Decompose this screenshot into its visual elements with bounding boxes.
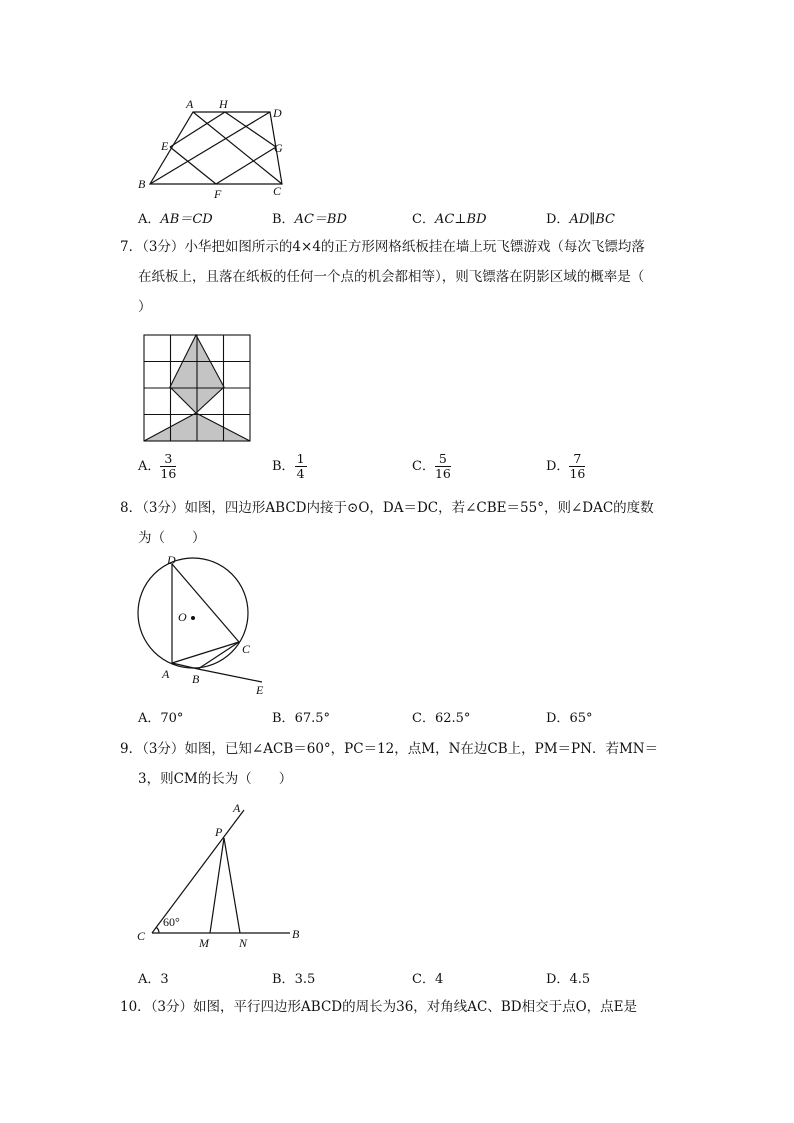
q8-label-a: A [162, 667, 170, 681]
q6-figure [130, 90, 300, 200]
question-score: （3分） [142, 239, 185, 255]
option-text: 4 [434, 972, 444, 987]
q9-option-b[interactable] [272, 968, 315, 987]
q6-label-a: A [186, 97, 194, 111]
question-number: 8． [120, 500, 143, 516]
question-text: 如图，四边形ABCD内接于⊙O，DA＝DC，若∠CBE＝55°，则∠DAC的度数 [184, 500, 654, 516]
fraction-denominator: 16 [434, 466, 451, 481]
q8-option-c[interactable] [412, 707, 470, 726]
option-text: 67.5° [294, 711, 331, 726]
fraction-denominator: 4 [296, 466, 305, 481]
fraction-numerator: 7 [569, 452, 585, 467]
fraction [569, 452, 585, 481]
q10-line-1 [120, 992, 690, 1022]
fraction-numerator: 5 [435, 452, 451, 467]
q6-label-d: D [273, 106, 282, 120]
question-number: 10． [120, 999, 151, 1015]
q6-option-d[interactable] [546, 208, 615, 227]
q9-label-n: N [239, 936, 248, 950]
q7-grid-figure [142, 333, 254, 445]
q6-label-g: G [274, 141, 283, 155]
q6-label-b: B [138, 177, 146, 191]
question-text: 如图，已知∠ACB＝60°，PC＝12，点M，N在边CB上，PM＝PN．若MN＝ [184, 741, 659, 757]
question-text: 小华把如图所示的4×4的正方形网格纸板挂在墙上玩飞镖游戏（每次飞镖均落 [184, 239, 645, 255]
option-prefix: D． [546, 212, 570, 227]
question-text: 在纸板上，且落在纸板的任何一个点的机会都相等），则飞镖落在阴影区域的概率是（ [138, 269, 645, 285]
fraction [435, 452, 451, 481]
fraction-numerator: 3 [160, 452, 176, 467]
q7-line-1 [120, 232, 680, 262]
q9-label-a: A [233, 801, 241, 815]
q10-stem [120, 992, 690, 1022]
q9-label-c: C [137, 929, 146, 943]
option-prefix: A． [138, 212, 161, 227]
q6-label-c: C [273, 184, 282, 198]
q8-option-a[interactable] [138, 707, 183, 726]
q9-label-p: P [215, 825, 223, 839]
option-prefix: C． [412, 711, 435, 726]
q6-label-f: F [214, 187, 222, 200]
option-prefix: D． [546, 972, 570, 987]
question-text: 为（ ） [138, 530, 206, 546]
q7-option-b[interactable] [272, 452, 307, 481]
fraction [295, 452, 307, 481]
q7-option-a[interactable] [138, 452, 176, 481]
fraction-denominator: 16 [569, 466, 586, 481]
q9-label-b: B [292, 927, 300, 941]
option-prefix: C． [412, 459, 435, 474]
q6-option-a[interactable] [138, 208, 213, 227]
fraction-numerator: 1 [296, 451, 305, 466]
q9-angle-label: 60° [163, 915, 180, 929]
question-number: 7． [120, 239, 143, 255]
option-prefix: C． [412, 212, 435, 227]
q7-stem [120, 232, 680, 322]
q6-label-e: E [161, 139, 169, 153]
option-prefix: C． [412, 972, 435, 987]
option-prefix: A． [138, 459, 161, 474]
q9-line-2 [120, 764, 680, 794]
option-prefix: A． [138, 972, 161, 987]
q8-option-d[interactable] [546, 707, 592, 726]
q8-label-e: E [256, 683, 264, 697]
q8-circle-figure [132, 552, 277, 697]
question-text: 如图，平行四边形ABCD的周长为36，对角线AC、BD相交于点O，点E是 [193, 999, 638, 1015]
option-text: AB＝CD [160, 212, 213, 227]
q9-angle-figure [132, 798, 312, 953]
question-score: （3分） [142, 741, 185, 757]
q9-stem [120, 734, 680, 794]
q6-option-b[interactable] [272, 208, 347, 227]
option-prefix: B． [272, 972, 295, 987]
q8-label-c: C [242, 642, 251, 656]
q8-label-d: D [167, 553, 176, 567]
option-text: 70° [160, 711, 184, 726]
option-text: 4.5 [569, 972, 591, 987]
q9-option-d[interactable] [546, 968, 590, 987]
fraction [160, 452, 176, 481]
question-text: 3，则CM的长为（ ） [138, 771, 293, 787]
option-prefix: A． [138, 711, 161, 726]
q7-option-c[interactable] [412, 452, 451, 481]
fraction-denominator: 16 [160, 466, 177, 481]
q9-line-1 [120, 734, 680, 764]
q6-label-h: H [219, 97, 228, 111]
option-text: 65° [569, 711, 593, 726]
question-score: （3分） [142, 500, 185, 516]
q7-option-d[interactable] [546, 452, 585, 481]
q8-line-2 [120, 523, 680, 553]
q9-option-c[interactable] [412, 968, 443, 987]
option-text: 62.5° [434, 711, 471, 726]
question-number: 9． [120, 741, 143, 757]
question-score: （3分） [150, 999, 194, 1015]
option-prefix: B． [272, 459, 295, 474]
option-text: 3 [160, 972, 169, 987]
option-prefix: B． [272, 212, 295, 227]
option-prefix: D． [546, 459, 570, 474]
option-prefix: B． [272, 711, 295, 726]
q8-stem [120, 493, 680, 553]
q7-line-2 [120, 262, 680, 292]
option-text: AD∥BC [569, 212, 615, 227]
option-prefix: D． [546, 711, 570, 726]
q9-option-a[interactable] [138, 968, 169, 987]
question-text: ） [138, 299, 152, 315]
q8-label-b: B [192, 672, 200, 686]
option-text: AC⊥BD [434, 212, 487, 227]
q6-option-c[interactable] [412, 208, 487, 227]
q8-label-o: O [178, 610, 187, 624]
option-text: AC＝BD [294, 212, 347, 227]
q8-line-1 [120, 493, 680, 523]
q7-line-3 [120, 292, 680, 322]
option-text: 3.5 [294, 972, 316, 987]
q8-option-b[interactable] [272, 707, 330, 726]
q9-label-m: M [199, 936, 209, 950]
